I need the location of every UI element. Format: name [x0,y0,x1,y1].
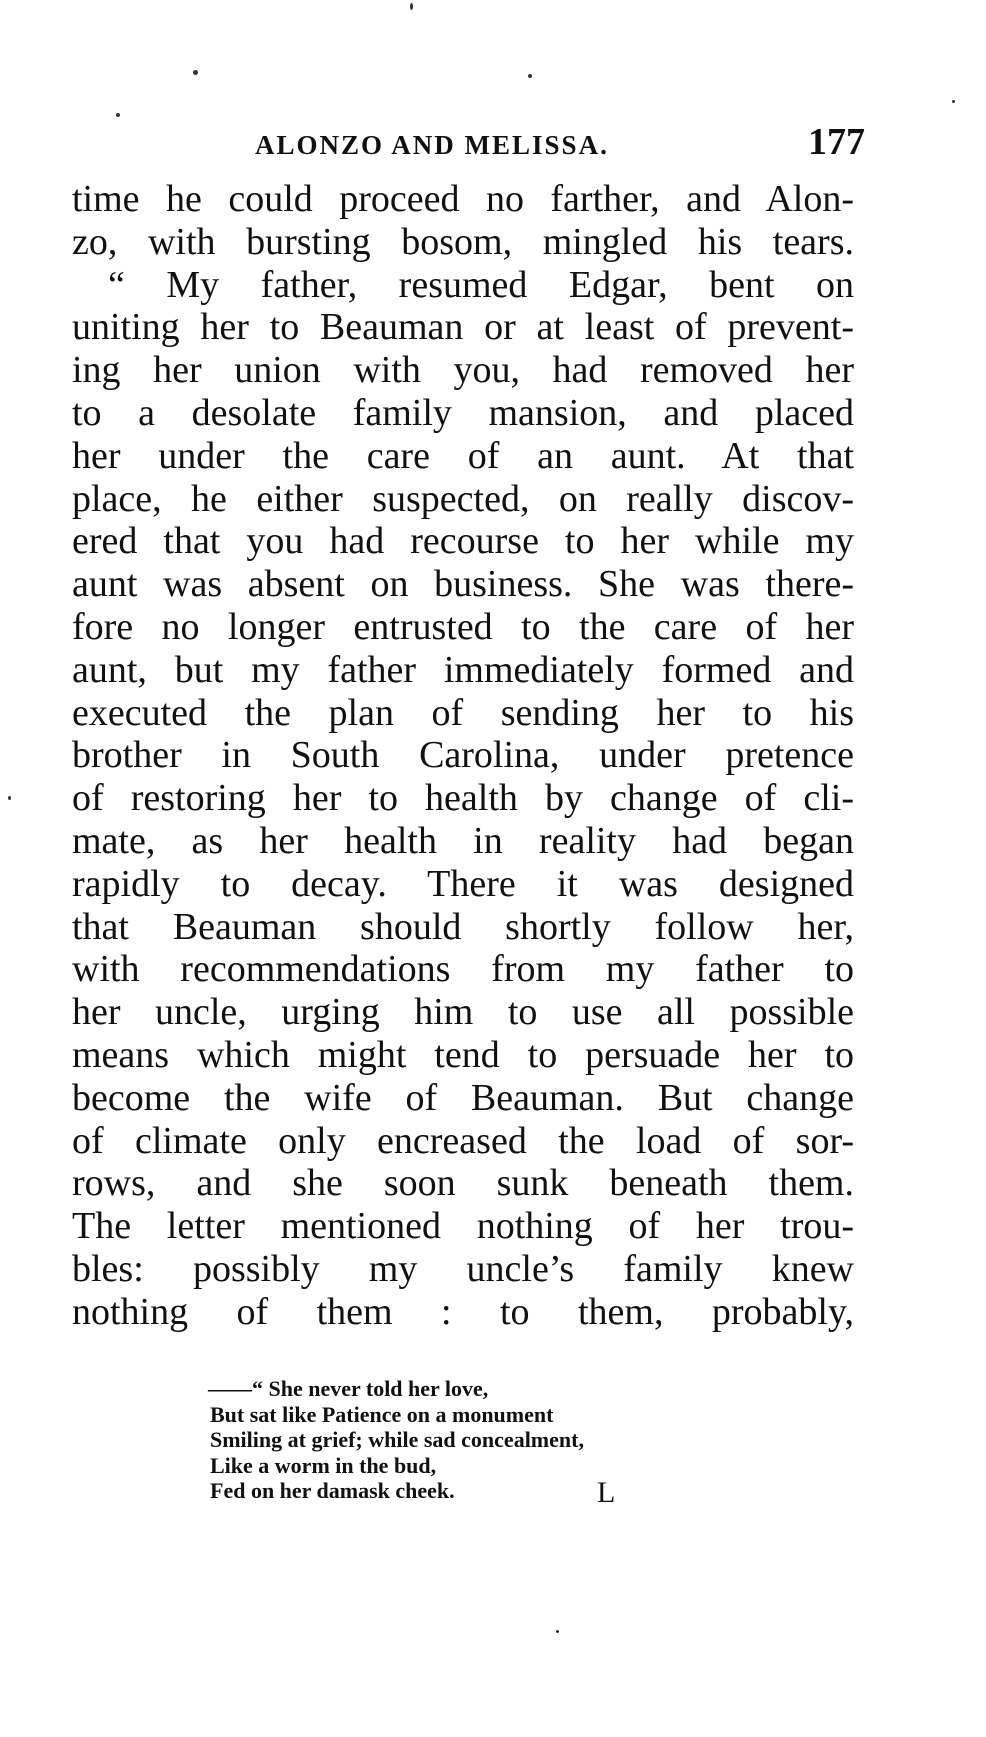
running-header [255,120,875,170]
text-line: bles: possibly my uncle’s family knew [72,1247,854,1290]
text-line: of climate only encreased the load of sor- [72,1119,854,1162]
text-line: place, he either suspected, on really discov- [72,477,854,520]
text-line: uniting her to Beauman or at least of prevent- [72,306,854,349]
page-number: 177 [808,121,865,163]
text-line: The letter mentioned nothing of her trou- [72,1205,854,1248]
text-line: “ My father, resumed Edgar, bent on [108,263,854,306]
text-line: nothing of them : to them, probably, [72,1290,854,1333]
footnote-quotation [196,1376,696,1504]
footnote-line: But sat like Patience on a monument [210,1401,554,1427]
text-line: time he could proceed no farther, and Alon- [72,178,854,220]
scan-speck [116,113,120,117]
body-text [72,178,854,1334]
text-line: rows, and she soon sunk beneath them. [72,1162,854,1205]
text-line: become the wife of Beauman. But change [72,1076,854,1119]
text-line: brother in South Carolina, under pretence [72,734,854,777]
text-line: ing her union with you, had removed her [72,349,854,392]
scan-speck [556,1630,559,1633]
text-line: that Beauman should shortly follow her, [72,905,854,948]
scan-speck [193,70,198,75]
text-line: of restoring her to health by change of cli- [72,777,854,820]
scan-speck [8,796,11,800]
scan-speck [528,74,532,78]
footnote-line: Like a worm in the bud, [210,1452,437,1478]
text-line: aunt was absent on business. She was there- [72,563,854,606]
text-line: means which might tend to persuade her to [72,1033,854,1076]
scan-speck [952,100,955,103]
footnote-line: Smiling at grief; while sad concealment, [210,1427,584,1452]
running-title: ALONZO AND MELISSA. [255,130,609,160]
text-line: rapidly to decay. There it was designed [72,862,854,905]
footnote-line: Fed on her damask cheek. [210,1478,455,1503]
text-line: aunt, but my father immediately formed and [72,648,854,691]
text-line: to a desolate family mansion, and placed [72,391,854,434]
scan-speck [410,3,413,10]
text-line: mate, as her health in reality had began [72,819,854,862]
signature-mark: L [597,1476,616,1509]
text-line: her under the care of an aunt. At that [72,434,854,477]
text-line: her uncle, urging him to use all possible [72,991,854,1034]
footnote-line: ——“ She never told her love, [208,1376,489,1401]
text-line: zo, with bursting bosom, mingled his tears. [72,220,854,263]
text-line: ered that you had recourse to her while my [72,520,854,563]
text-line: fore no longer entrusted to the care of her [72,605,854,648]
text-line: executed the plan of sending her to his [72,691,854,734]
text-line: with recommendations from my father to [72,948,854,991]
